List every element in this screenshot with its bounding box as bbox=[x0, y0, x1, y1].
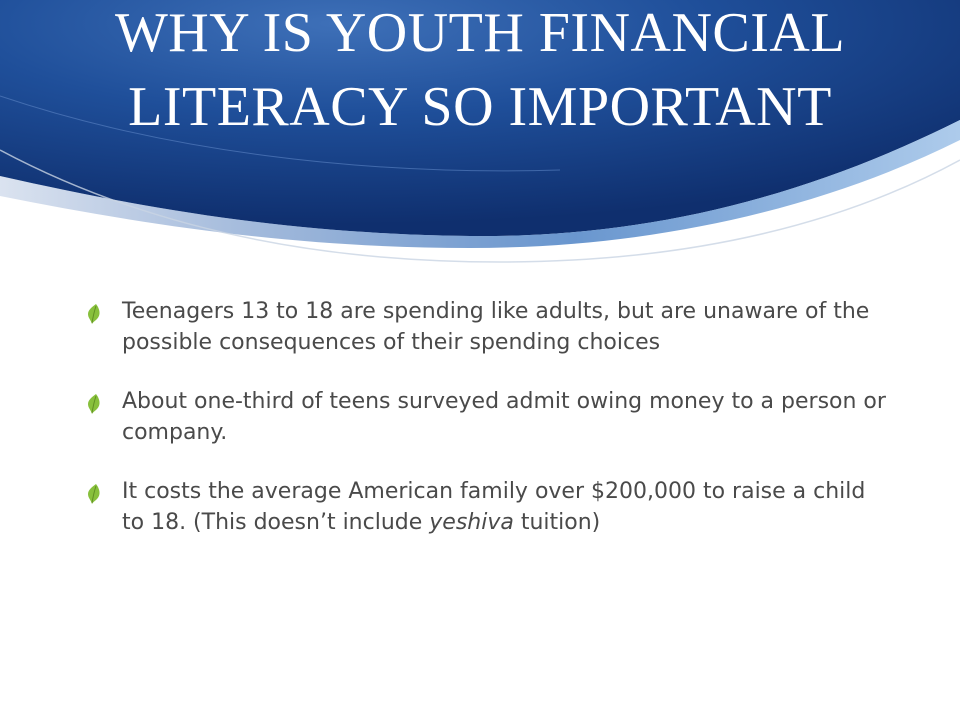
bullet-list bbox=[86, 296, 886, 566]
bullet-item bbox=[86, 296, 886, 358]
bullet-item bbox=[86, 386, 886, 448]
bullet-text: About one-third of teens surveyed admit owing money to a person or company. bbox=[122, 389, 886, 445]
bullet-text-part: It costs the average American family over $200,000 to raise a child to 18. (This doesn’t include bbox=[122, 479, 866, 535]
bullet-text: Teenagers 13 to 18 are spending like adults, but are unaware of the possible consequences of their spending choices bbox=[122, 299, 870, 355]
leaf-bullet-icon bbox=[86, 303, 102, 325]
bullet-item bbox=[86, 476, 886, 538]
leaf-bullet-icon bbox=[86, 483, 102, 505]
slide-title: WHY IS YOUTH FINANCIAL LITERACY SO IMPORTANT bbox=[114, 2, 846, 138]
bullet-text-emphasis: yeshiva bbox=[429, 510, 514, 535]
bullet-text bbox=[122, 476, 886, 538]
leaf-bullet-icon bbox=[86, 393, 102, 415]
bullet-text-part: tuition) bbox=[513, 510, 601, 535]
